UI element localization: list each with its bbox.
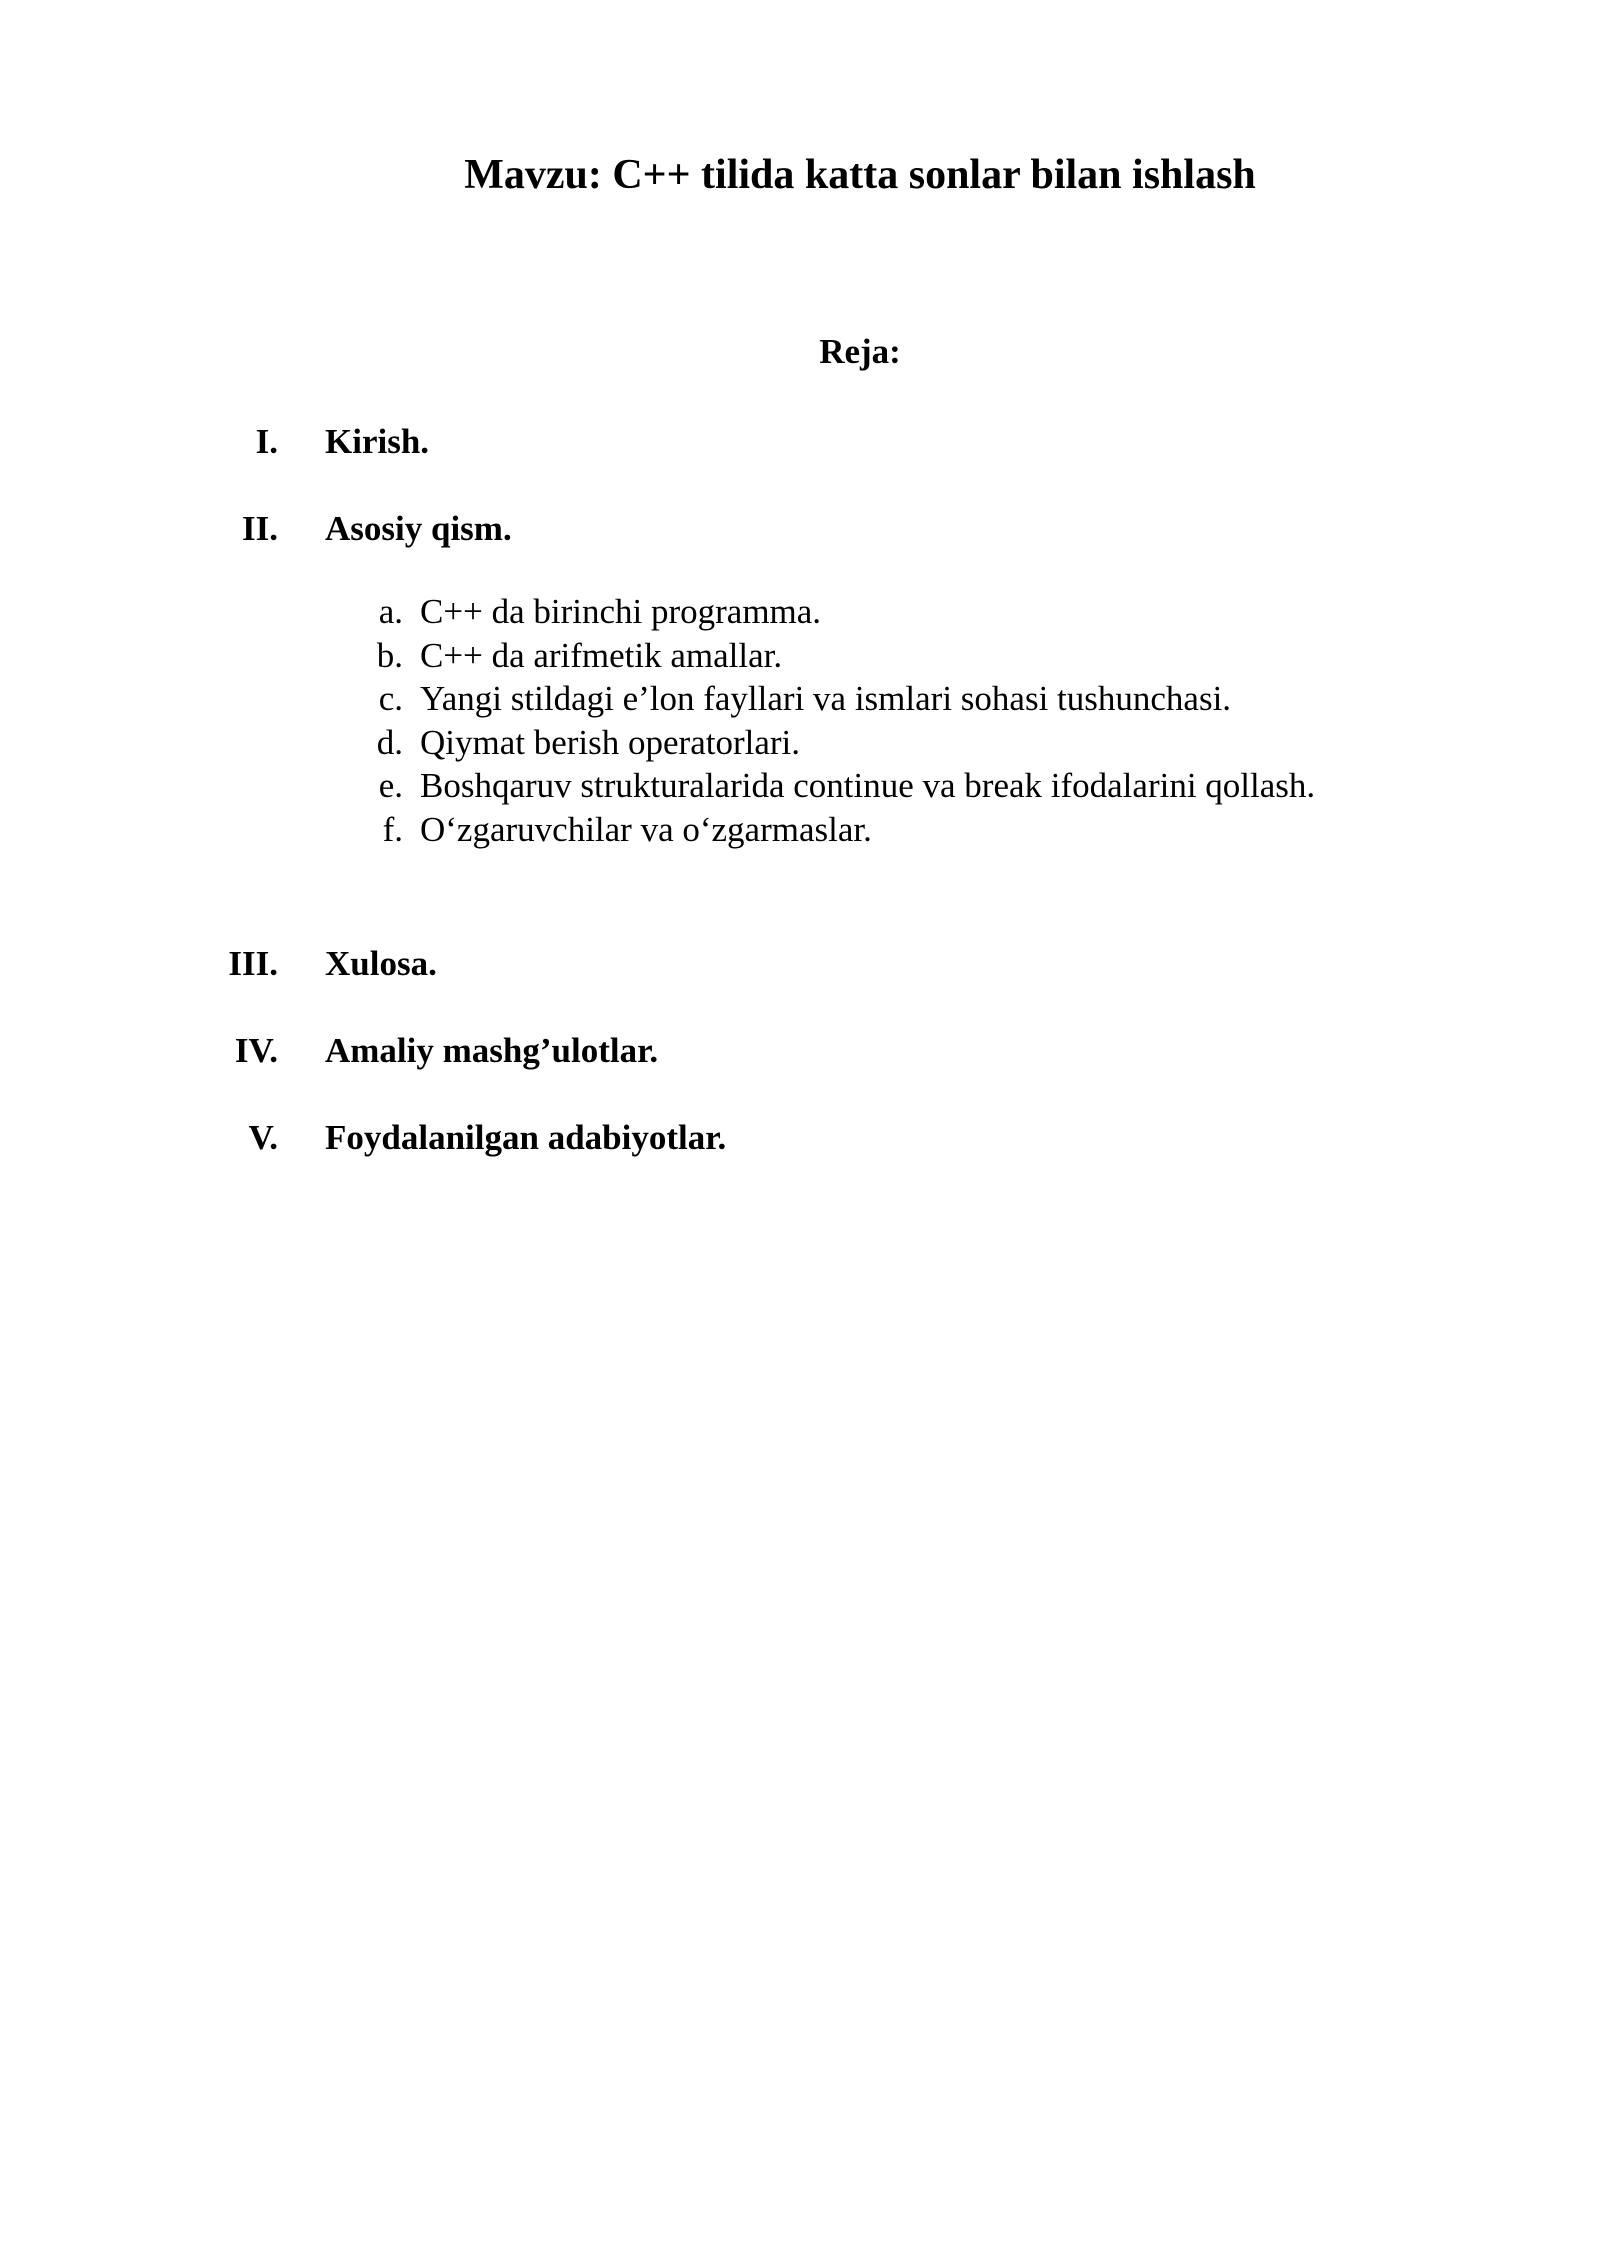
plan-heading: Reja: bbox=[819, 332, 901, 371]
subsection-text: C++ da arifmetik amallar. bbox=[420, 635, 783, 675]
section-number: V. bbox=[248, 1118, 278, 1157]
subsection-item bbox=[0, 764, 1600, 808]
subsection-item bbox=[0, 590, 1600, 634]
subsection-item bbox=[0, 721, 1600, 765]
subsection-text: Boshqaruv strukturalarida continue va break ifodalarini qollash. bbox=[420, 766, 1316, 805]
subsection-item bbox=[0, 808, 1600, 852]
subsection-text: Yangi stildagi e’lon fayllari va ismlari sohasi tushunchasi. bbox=[420, 679, 1232, 718]
section-label: Kirish. bbox=[325, 422, 430, 461]
subsection-letter: e. bbox=[378, 766, 403, 805]
subsection-letter: d. bbox=[376, 722, 403, 762]
section-number: III. bbox=[228, 944, 278, 983]
subsection-text: Qiymat berish operatorlari. bbox=[420, 722, 801, 762]
subsection-text: C++ da birinchi programma. bbox=[420, 592, 822, 631]
subsection-letter: f. bbox=[382, 809, 403, 849]
subsection-item bbox=[0, 677, 1600, 721]
subsection-letter: b. bbox=[376, 635, 403, 675]
document-title: Mavzu: C++ tilida katta sonlar bilan ishlash bbox=[464, 152, 1256, 198]
subsection-letter: a. bbox=[378, 592, 403, 631]
subsection-letter: c. bbox=[378, 679, 403, 718]
section-label: Xulosa. bbox=[325, 944, 437, 983]
section-number: II. bbox=[242, 509, 278, 548]
section-label: Foydalanilgan adabiyotlar. bbox=[325, 1118, 727, 1157]
section-label: Amaliy mashg’ulotlar. bbox=[325, 1031, 659, 1070]
subsection-text: O‘zgaruvchilar va o‘zgarmaslar. bbox=[420, 809, 872, 849]
section-number: I. bbox=[255, 422, 278, 461]
section-label: Asosiy qism. bbox=[325, 509, 512, 548]
subsection-list bbox=[0, 590, 1600, 851]
section-number: IV. bbox=[234, 1031, 278, 1070]
subsection-item bbox=[0, 634, 1600, 678]
